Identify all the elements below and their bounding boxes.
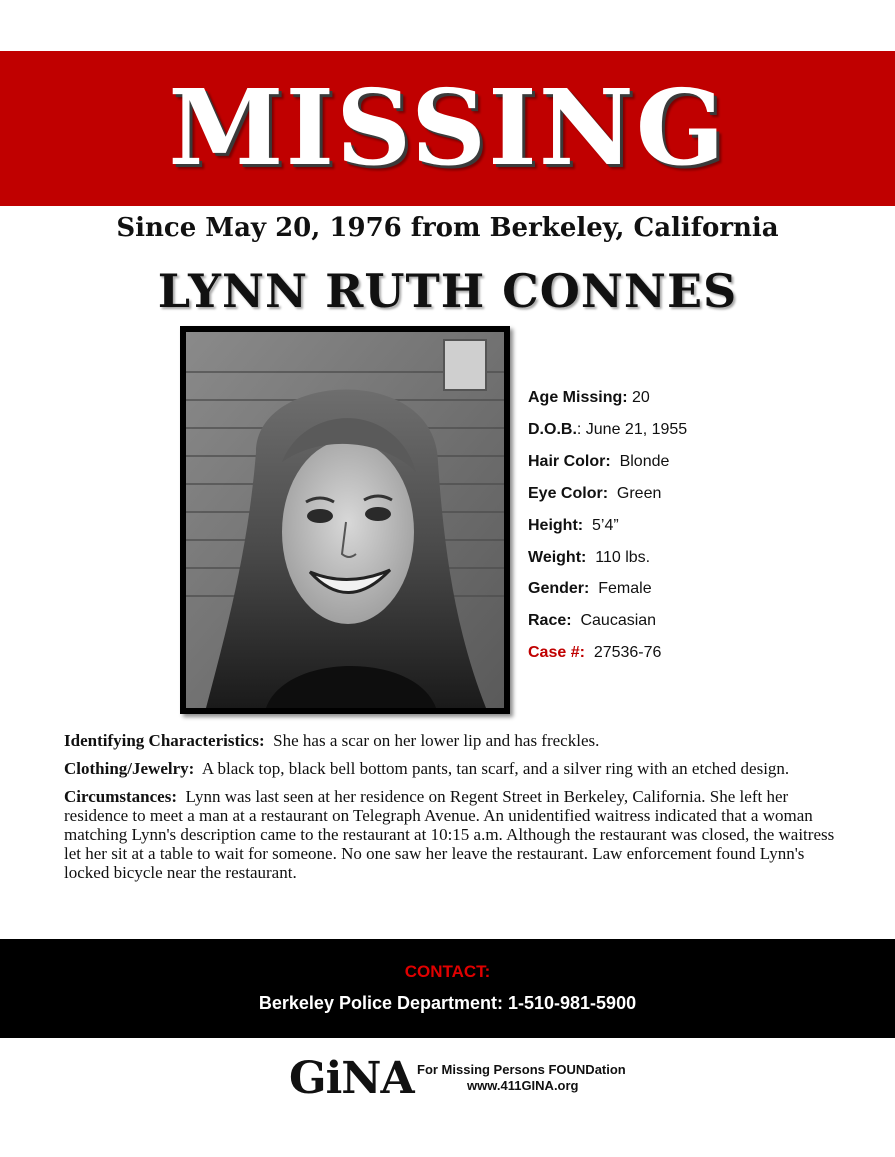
detail-hair-color: Hair Color: Blonde — [528, 452, 670, 470]
clothing-jewelry: Clothing/Jewelry: A black top, black bell bottom pants, tan scarf, and a silver ring with an etched design. — [64, 759, 790, 778]
detail-eye-color: Eye Color: Green — [528, 484, 662, 502]
person-photo-image — [186, 332, 504, 708]
detail-age: Age Missing: 20 — [528, 389, 650, 406]
banner-title: MISSING — [168, 66, 727, 189]
gina-tagline: For Missing Persons FOUNDation — [417, 1062, 626, 1077]
gina-url[interactable]: www.411GINA.org — [467, 1078, 579, 1093]
detail-height: Height: 5’4” — [528, 516, 619, 534]
case-description — [64, 731, 839, 891]
missing-since-line: Since May 20, 1976 from Berkeley, California — [116, 213, 779, 243]
gina-tagline-block — [417, 1062, 626, 1094]
missing-banner — [0, 51, 895, 206]
person-details — [528, 382, 868, 669]
detail-gender: Gender: Female — [528, 580, 652, 598]
identifying-characteristics: Identifying Characteristics: She has a scar on her lower lip and has freckles. — [64, 731, 600, 750]
contact-phone: Berkeley Police Department: 1-510-981-5900 — [258, 993, 637, 1013]
person-name: LYNN RUTH CONNES — [157, 264, 738, 318]
detail-dob: D.O.B.: June 21, 1955 — [528, 420, 688, 438]
person-photo — [180, 326, 510, 714]
gina-logo: GiNA — [289, 1053, 414, 1104]
circumstances: Circumstances: Lynn was last seen at her residence on Regent Street in Berkeley, California. She left her residence to meet a man at a restaurant on Telegraph Avenue. An unidentified waitress indicated that a woman matching Lynn's description came to the restaurant at 10:15 a.m. Although the restaurant was closed, the waitress let her sit at a table to wait for someone. No one saw her leave the restaurant. Law enforcement found Lynn's locked bicycle near the restaurant. — [64, 787, 839, 882]
contact-title: CONTACT: — [404, 962, 491, 981]
detail-race: Race: Caucasian — [528, 612, 657, 630]
detail-weight: Weight: 110 lbs. — [528, 548, 651, 566]
contact-bar — [0, 939, 895, 1038]
detail-case-number: Case #: 27536-76 — [528, 644, 662, 662]
